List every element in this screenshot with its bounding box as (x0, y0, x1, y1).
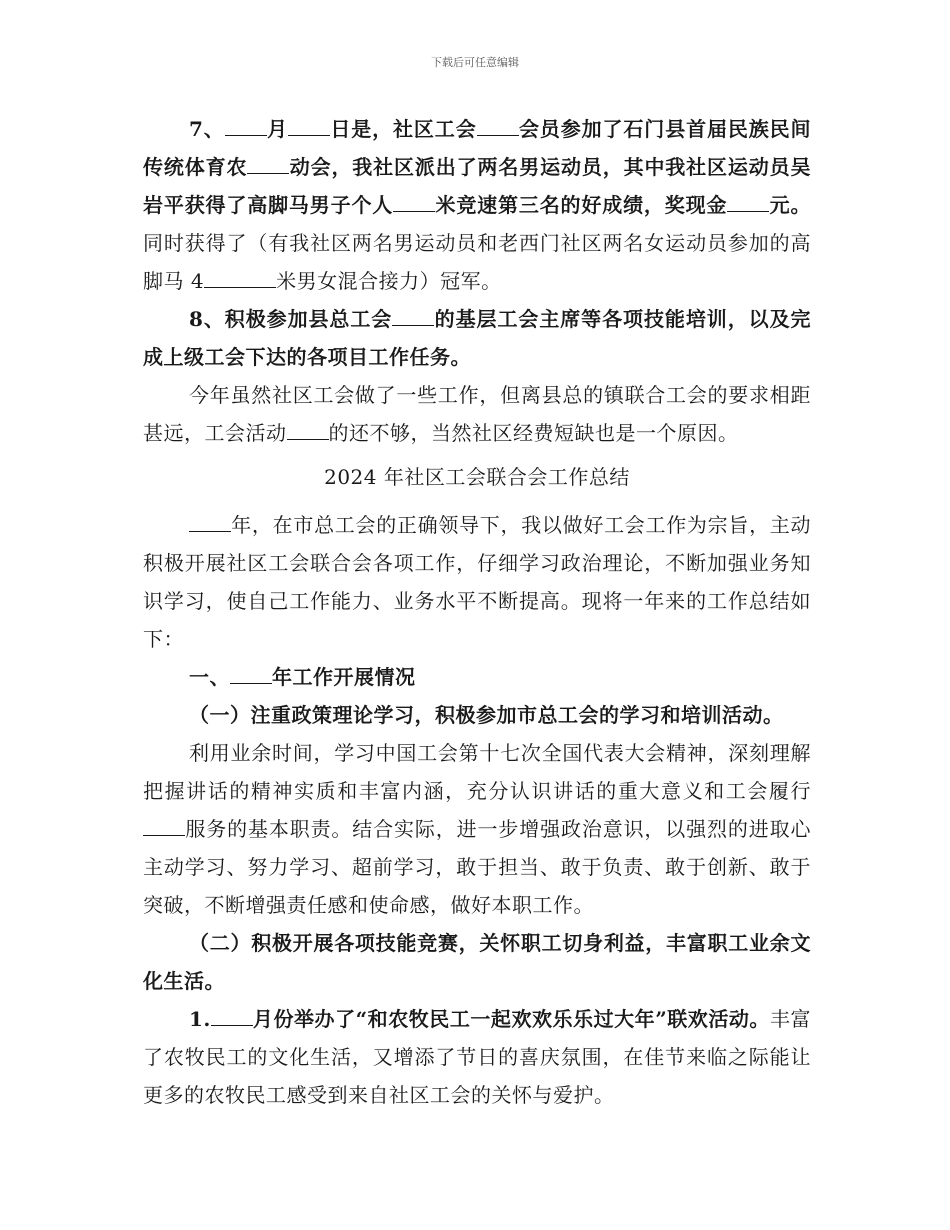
document-body (143, 110, 811, 1114)
text: 1. (189, 1007, 211, 1031)
section-title: 2024 年社区工会联合会工作总结 (324, 465, 630, 489)
text: 米竞速第三名的好成绩，奖现金 (435, 193, 728, 217)
blank-line (204, 267, 276, 288)
text: 的还不够，当然社区经费短缺也是一个原因。 (328, 421, 739, 445)
text: 米男女混合接力）冠军。 (276, 269, 502, 293)
text: 会员参加了石门县首届民族民间传统体育农 (143, 117, 812, 179)
paragraph-intro (143, 506, 811, 658)
paragraph-item-7 (143, 110, 811, 300)
heading-one-sub-1: （一）注重政策理论学习，积极参加市总工会的学习和培训活动。 (189, 703, 784, 727)
blank-line (727, 191, 769, 212)
text: 8、积极参加县总工会 (189, 307, 393, 331)
blank-line (288, 115, 330, 136)
paragraph-item-8 (143, 300, 811, 376)
blank-line (247, 153, 289, 174)
blank-line (189, 511, 231, 532)
text: 丰富了农牧民工的文化生活，又增添了节日的喜庆氛围，在佳节来临之际能让更多的农牧民工感受到来自社区工会的关怀与爱护。 (143, 1007, 811, 1107)
blank-line (225, 115, 267, 136)
page-header: 下载后可任意编辑 (431, 56, 519, 69)
text: 同时获得了（有我社区两名男运动员和老西门社区两名女运动员参加的高脚马 4 (143, 231, 811, 293)
text: 元。 (769, 193, 812, 217)
text: 7、 (189, 117, 225, 141)
blank-line (230, 663, 272, 684)
text: 动会，我社区派出了两名男运动员，其中我社区运动员吴岩平获得了高脚马男子个人 (143, 155, 812, 217)
blank-line (287, 419, 329, 440)
heading-one-sub-2: （二）积极开展各项技能竞赛，关怀职工切身利益，丰富职工业余文化生活。 (143, 931, 811, 993)
text: 利用业余时间，学习中国工会第十七次全国代表大会精神，深刻理解把握讲话的精神实质和丰富内涵，充分认识讲话的重大意义和工会履行 (143, 741, 811, 803)
blank-line (211, 1005, 253, 1026)
heading-one (143, 658, 811, 696)
text: 服务的基本职责。结合实际，进一步增强政治意识，以强烈的进取心主动学习、努力学习、超前学习，敢于担当、敢于负责、敢于创新、敢于突破，不断增强责任感和使命感，做好本职工作。 (143, 817, 811, 917)
paragraph-study (143, 734, 811, 924)
text: 年工作开展情况 (272, 665, 416, 689)
text: 日是，社区工会 (329, 117, 477, 141)
blank-line (393, 191, 435, 212)
blank-line (477, 115, 519, 136)
paragraph-summary (143, 376, 811, 452)
blank-line (392, 305, 434, 326)
text: 月份举办了“和农牧民工一起欢欢乐乐过大年”联欢活动。 (252, 1007, 770, 1031)
text: 年，在市总工会的正确领导下，我以做好工会工作为宗旨，主动积极开展社区工会联合会各项工作，仔细学习政治理论，不断加强业务知识学习，使自己工作能力、业务水平不断提高。现将一年来的工作总结如下： (143, 513, 811, 651)
text: 月 (266, 117, 288, 141)
text: 的基层工会主席等各项技能培训，以及完成上级工会下达的各项目工作任务。 (143, 307, 811, 369)
text: 今年虽然社区工会做了一些工作，但离县总的镇联合工会的要求相距甚远，工会活动 (143, 383, 811, 445)
paragraph-event-1 (143, 1000, 811, 1114)
blank-line (143, 815, 185, 836)
text: 一、 (189, 665, 230, 689)
